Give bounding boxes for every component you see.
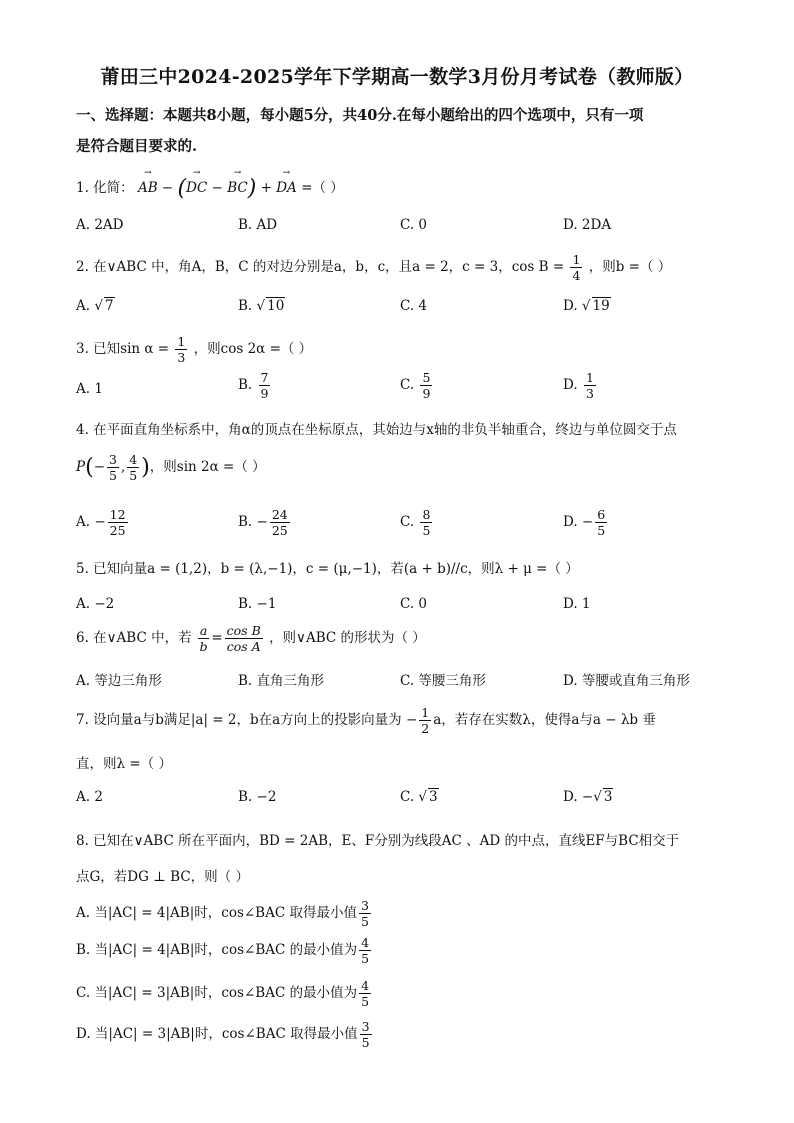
question-4-line1: 4. 在平面直角坐标系中，角α的顶点在坐标原点，其始边与x轴的非负半轴重合，终边与单位圆交于点 [76, 422, 677, 438]
q1-option-b: B. AD [238, 217, 278, 233]
q3-option-c: C. $\frac{5}{9}$ [400, 370, 431, 401]
q2-option-a: A. √ 7 [76, 298, 114, 314]
question-7-line1: 7. 设向量a与b满足|a| = 2，b在a方向上的投影向量为 − $\frac{1}{2}$ a，若存在实数λ，使得a与a − λb 垂 [76, 705, 656, 736]
q1-option-d: D. 2DA [563, 217, 612, 233]
q3-option-b: B. $\frac{7}{9}$ [238, 370, 269, 401]
q8-option-b: B. 当|AC| = 4|AB|时，cos∠BAC 的最小值为 $\frac{4}{5}$ [76, 935, 370, 966]
q1-option-c: C. 0 [400, 217, 428, 233]
q4-option-c: C. $\frac{8}{5}$ [400, 507, 431, 538]
q6-option-d: D. 等腰或直角三角形 [563, 673, 690, 689]
section-heading-line2: 是符合题目要求的. [76, 138, 198, 155]
q3-option-d: D. $\frac{1}{3}$ [563, 370, 594, 401]
q7-option-d: D. −√ 3 [563, 789, 613, 805]
question-2 [76, 252, 671, 283]
question-3 [76, 334, 312, 365]
q4-option-a: A. − $\frac{12}{25}$ [76, 507, 126, 538]
q1-option-a: A. 2AD [76, 217, 124, 233]
q2-option-b: B. √ 10 [238, 298, 285, 314]
q2-option-d: D. √ 19 [563, 298, 610, 314]
question-2-text-b: ，则b =（ ） [588, 259, 672, 275]
q8-option-d: D. 当|AC| = 3|AB|时，cos∠BAC 取得最小值 $\frac{3}{5}$ [76, 1019, 370, 1050]
q5-option-a: A. −2 [76, 596, 115, 612]
q6-option-a: A. 等边三角形 [76, 673, 162, 689]
q6-option-b: B. 直角三角形 [238, 673, 325, 689]
question-6: 6. 在∨ABC 中，若 $\frac{a}{b}$ = $\frac{\text{cos B}}{\text{cos A}}$ ，则∨ABC 的形状为（ ） [76, 623, 426, 654]
question-3-fraction: $\frac{1}{3}$ [177, 334, 186, 365]
exam-title: 莆田三中2024-2025学年下学期高一数学3月份月考试卷（教师版） [100, 66, 694, 88]
question-7-line2: 直，则λ =（ ） [76, 756, 172, 772]
q8-option-a: A. 当|AC| = 4|AB|时，cos∠BAC 取得最小值 $\frac{3}{5}$ [76, 898, 369, 929]
q5-option-c: C. 0 [400, 596, 428, 612]
question-2-fraction: $\frac{1}{4}$ [572, 252, 581, 283]
q8-option-c: C. 当|AC| = 3|AB|时，cos∠BAC 的最小值为 $\frac{4}{5}$ [76, 978, 370, 1009]
question-1-tail: =（ ） [301, 180, 344, 196]
question-2-text-a: 2. 在∨ABC 中，角A，B，C 的对边分别是a，b，c，且a = 2，c = 3，cos B = [76, 259, 565, 275]
question-1 [76, 176, 344, 201]
question-4-line2: P(− $\frac{3}{5}$ , $\frac{4}{5}$ )，则sin 2α =（ ） [76, 452, 266, 483]
question-3-text-b: ，则cos 2α =（ ） [193, 341, 313, 357]
q3-option-a: A. 1 [76, 381, 103, 397]
section-heading [76, 100, 726, 162]
q4-option-b: B. − $\frac{24}{25}$ [238, 507, 288, 538]
question-1-expr: → AB − (→ DC − → BC) + → DA [138, 180, 297, 196]
question-8-line1: 8. 已知在∨ABC 所在平面内，BD = 2AB，E、F分别为线段AC 、AD 的中点，直线EF与BC相交于 [76, 833, 680, 849]
q7-option-a: A. 2 [76, 789, 103, 805]
q5-option-d: D. 1 [563, 596, 591, 612]
q5-option-b: B. −1 [238, 596, 277, 612]
question-5: 5. 已知向量a = (1,2)，b = (λ,−1)，c = (μ,−1)，若(a + b)//c，则λ + μ =（ ） [76, 561, 579, 577]
question-1-num: 1. 化简： [76, 180, 134, 196]
question-3-text-a: 3. 已知sin α = [76, 341, 170, 357]
question-8-line2: 点G，若DG ⊥ BC，则（ ） [76, 869, 249, 885]
section-heading-line1: 一、选择题：本题共8小题，每小题5分，共40分.在每小题给出的四个选项中，只有一项 [76, 107, 644, 124]
q6-option-c: C. 等腰三角形 [400, 673, 486, 689]
q7-option-c: C. √ 3 [400, 789, 438, 805]
q2-option-c: C. 4 [400, 298, 428, 314]
q7-option-b: B. −2 [238, 789, 277, 805]
q4-option-d: D. − $\frac{6}{5}$ [563, 507, 606, 538]
